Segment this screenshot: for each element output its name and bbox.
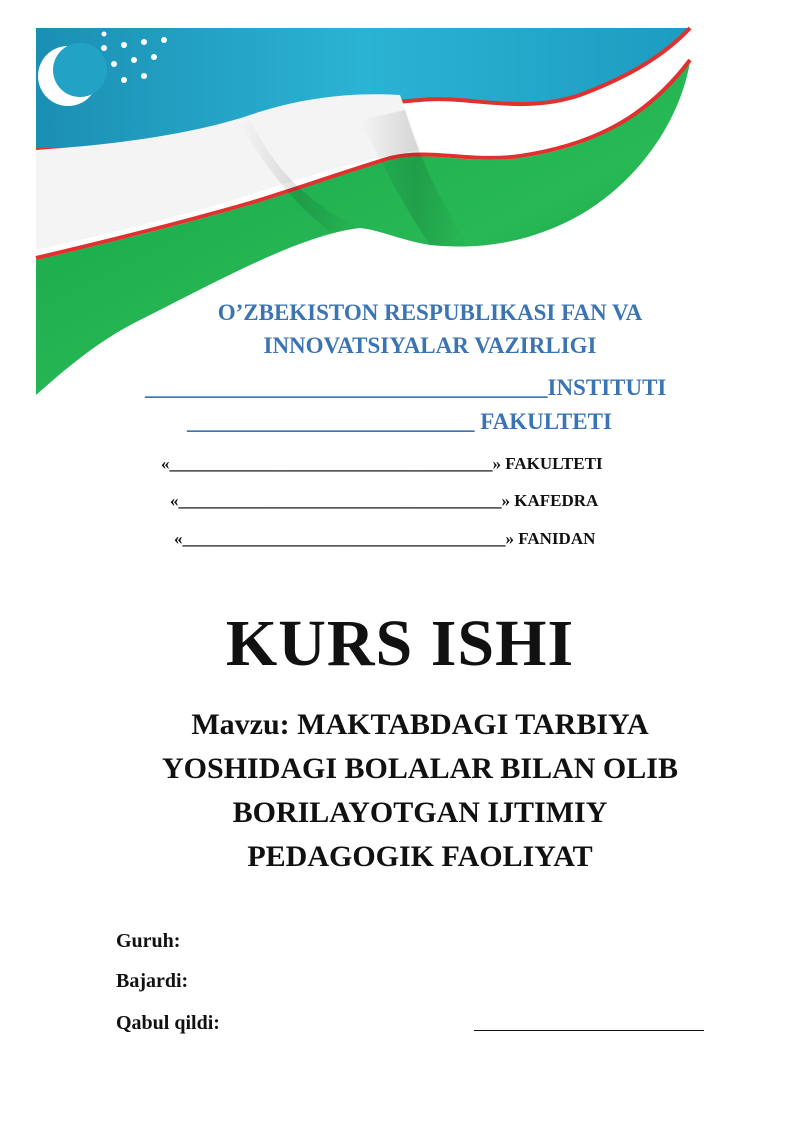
ministry-line-2: INNOVATSIYALAR VAZIRLIGI [263,333,597,358]
signature-line [474,1030,704,1031]
done-by-label: Bajardi: [116,970,189,992]
document-title: KURS ISHI [225,607,575,680]
accepted-by-label: Qabul qildi: [116,1012,220,1034]
department-field-line: «______________________________________» KAFEDRA [170,491,599,510]
topic-line-1: Mavzu: MAKTABDAGI TARBIYA [191,708,649,741]
group-label: Guruh: [116,930,181,952]
faculty-field-line: «______________________________________» FAKULTETI [161,454,603,473]
ministry-line-1: O’ZBEKISTON RESPUBLIKASI FAN VA [217,300,643,325]
topic-block [100,703,740,879]
topic-line-2: YOSHIDAGI BOLALAR BILAN OLIB [162,752,678,785]
faculty-line: _________________________ FAKULTETI [187,409,612,434]
subject-field-line: «______________________________________» FANIDAN [174,529,596,548]
ministry-heading [150,296,710,362]
topic-line-3: BORILAYOTGAN IJTIMIY [232,796,608,829]
topic-line-4: PEDAGOGIK FAOLIYAT [247,840,593,873]
institute-line: ___________________________________INSTITUTI [145,375,667,400]
